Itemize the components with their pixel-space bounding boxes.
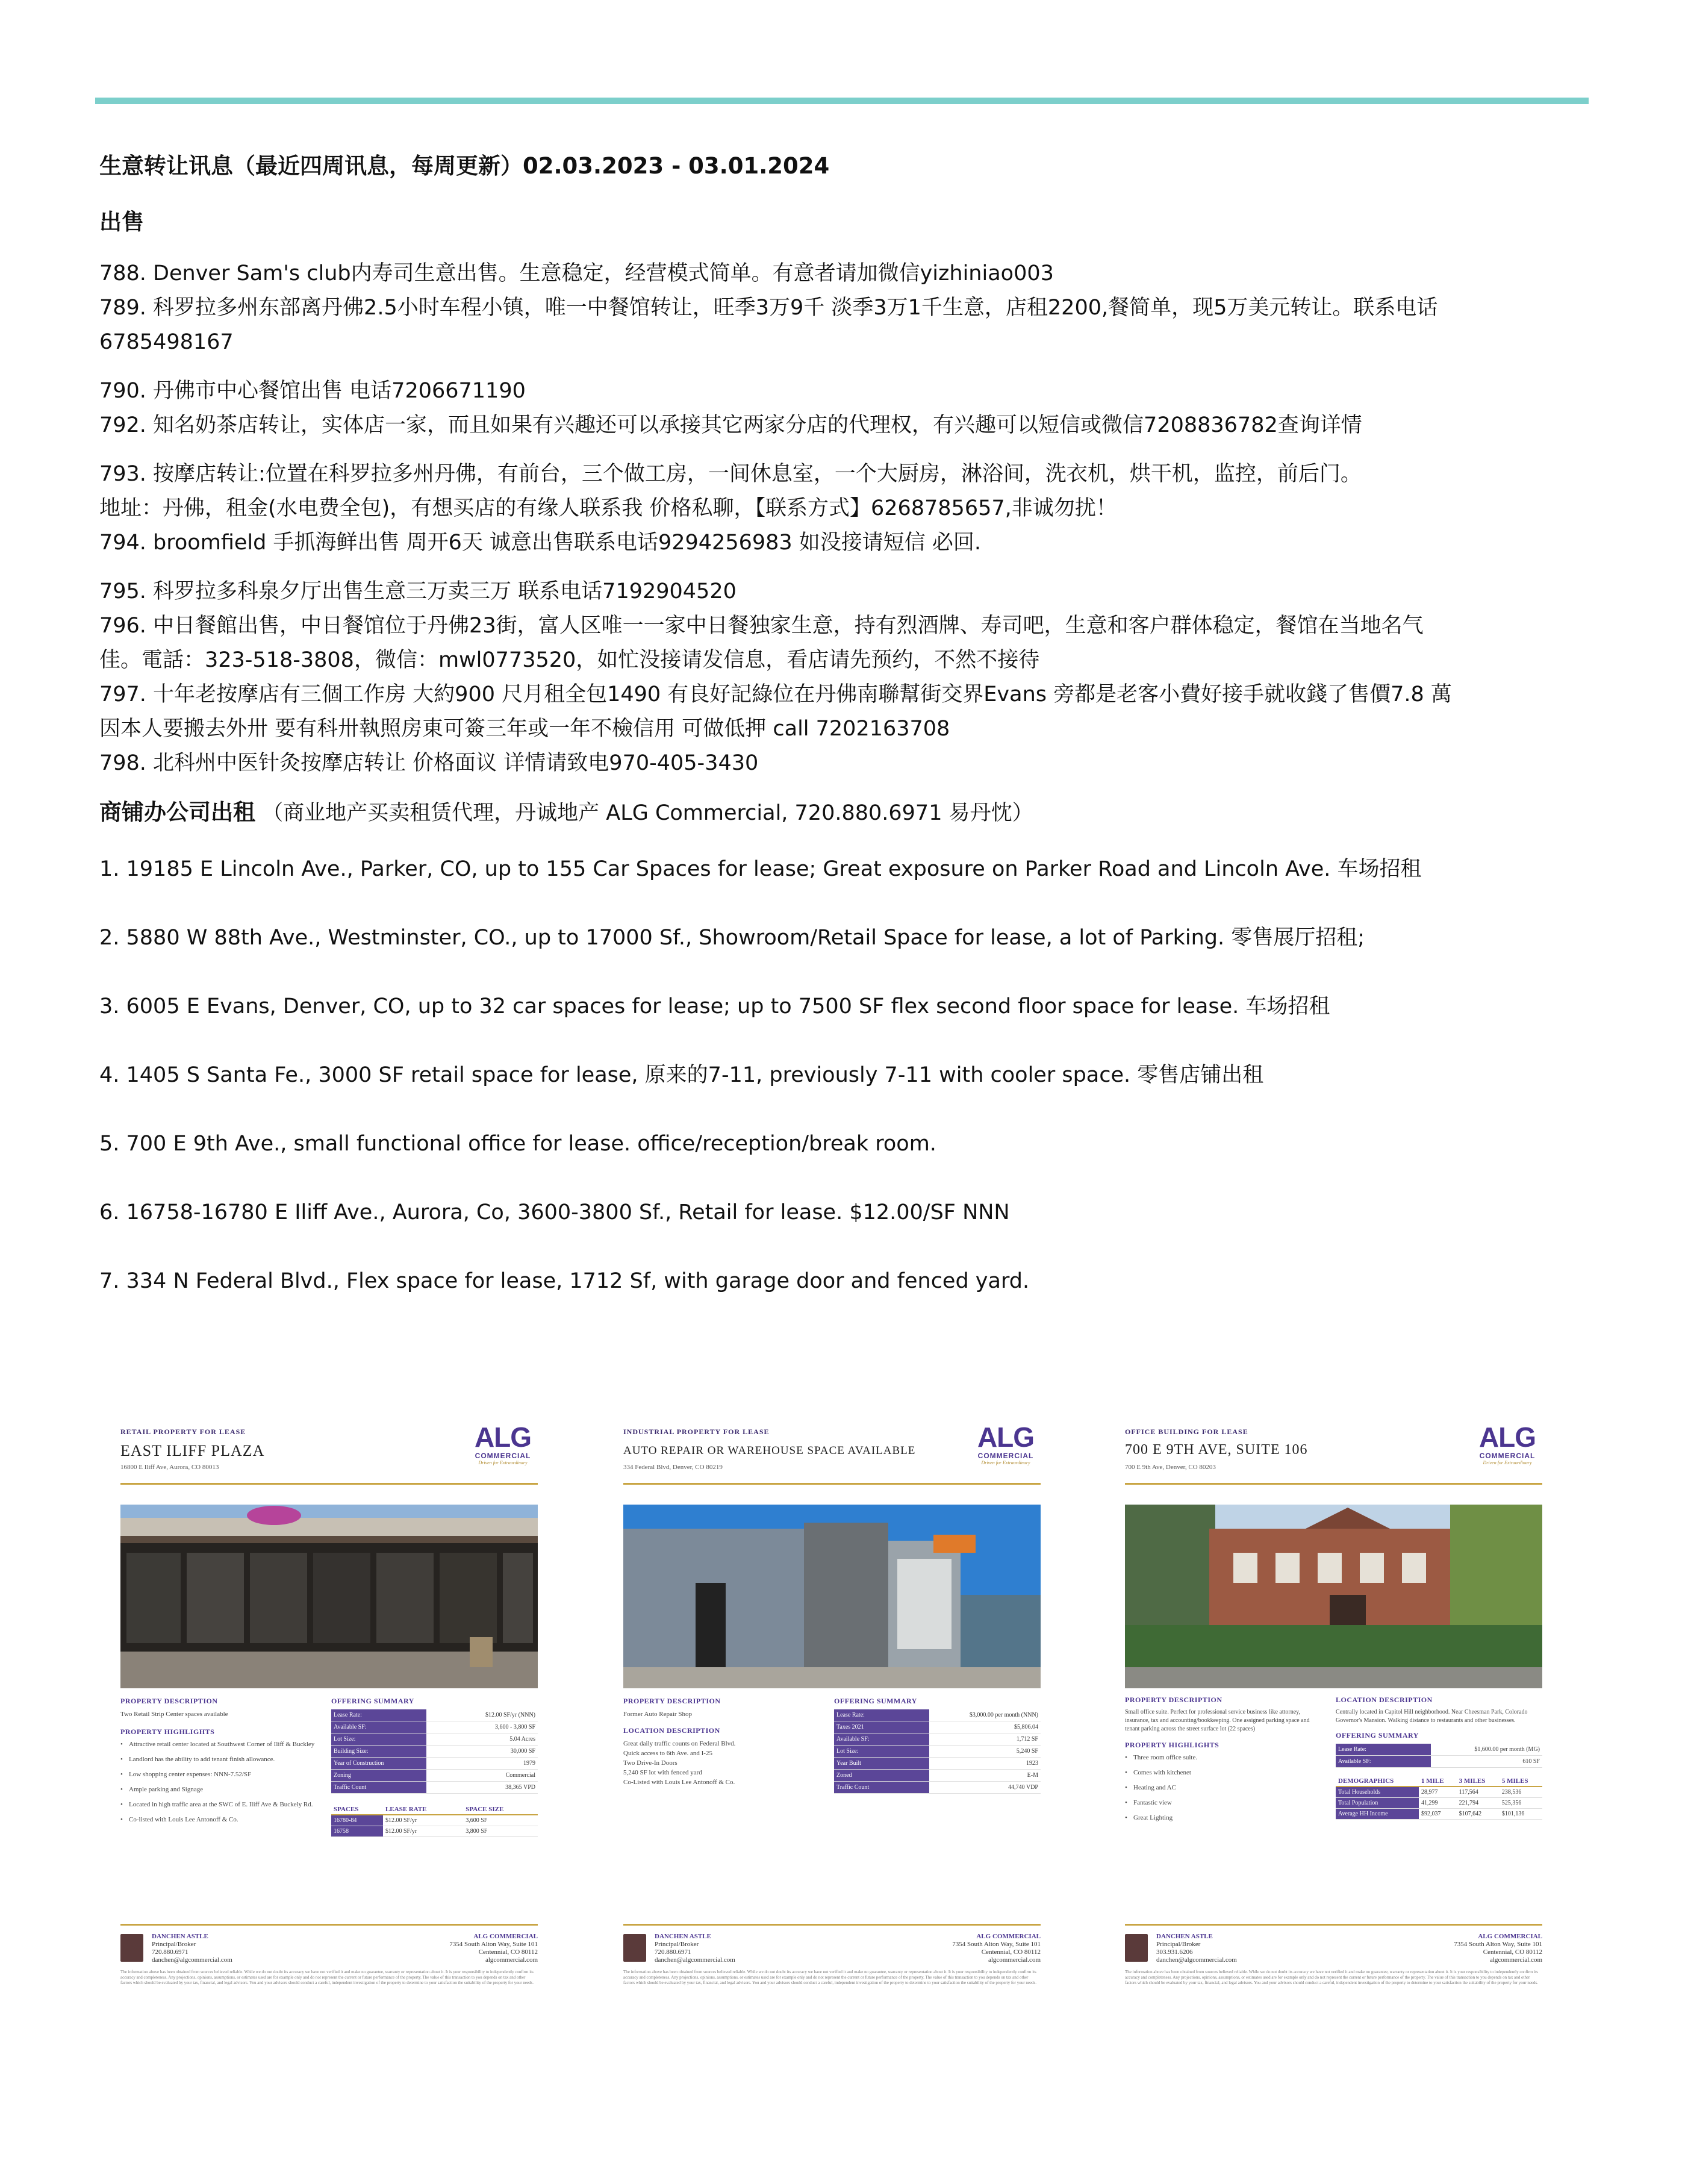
table-header: 5 MILES bbox=[1500, 1776, 1542, 1786]
agent-name: DANCHEN ASTLE bbox=[152, 1933, 208, 1940]
agent-info bbox=[152, 1933, 232, 1964]
table-cell: 1979 bbox=[426, 1758, 538, 1770]
flyer-left-column bbox=[1125, 1696, 1324, 1829]
flyer-name: 700 E 9TH AVE, SUITE 106 bbox=[1125, 1442, 1308, 1458]
warehouse-photo bbox=[623, 1505, 1041, 1688]
flyer-left-column bbox=[120, 1697, 319, 1830]
lease-heading: 商铺办公司出租 bbox=[99, 799, 255, 825]
gold-rule bbox=[1125, 1483, 1542, 1485]
avatar bbox=[120, 1934, 143, 1962]
table-cell: 1,712 SF bbox=[929, 1733, 1041, 1746]
company-info bbox=[449, 1933, 538, 1964]
lease-note: （商业地产买卖租赁代理，丹诚地产 ALG Commercial, 720.880.6971 易丹忱） bbox=[262, 800, 1033, 825]
table-cell: Lot Size: bbox=[331, 1733, 426, 1746]
table-header: SPACES bbox=[331, 1805, 383, 1815]
offering-table bbox=[834, 1709, 1041, 1794]
sale-group bbox=[99, 575, 1557, 781]
table-row bbox=[1336, 1756, 1542, 1768]
table-header: SPACE SIZE bbox=[463, 1805, 538, 1815]
disclaimer: The information above has been obtained from sources believed reliable. While we do not doubt its accuracy we have not verified it and make no guarantee, warranty or representation about it. It is your responsibility to independently confirm its accuracy and completeness. Any projections, opinions, assumptions, or estimates used are for example only and do not represent the current or future performance of the property. The value of this transaction to you depends on tax and other factors which should be evaluated by your tax, financial, and legal advisors. You and your advisors should conduct a careful, independent investigation of the property to determine to your satisfaction the suitability of the property for your needs. bbox=[1125, 1970, 1539, 1985]
highlight-item: • Great Lighting bbox=[1125, 1814, 1324, 1823]
contact-block bbox=[120, 1924, 538, 1968]
table-cell: 3,800 SF bbox=[463, 1826, 538, 1837]
sale-group bbox=[99, 457, 1557, 560]
table-cell: $3,000.00 per month (NNN) bbox=[929, 1709, 1041, 1721]
section-heading: PROPERTY HIGHLIGHTS bbox=[1125, 1741, 1219, 1749]
company-web: algcommercial.com bbox=[988, 1956, 1041, 1964]
table-row bbox=[331, 1826, 538, 1837]
table-cell: 41,299 bbox=[1419, 1798, 1457, 1809]
table-cell: 30,000 SF bbox=[426, 1746, 538, 1758]
logo-tagline: Driven for Extraordinary bbox=[478, 1460, 528, 1465]
listing-line: 796. 中日餐館出售，中日餐馆位于丹佛23街，富人区唯一一家中日餐独家生意，持有烈酒牌、寿司吧，生意和客户群体稳定，餐馆在当地名气 bbox=[99, 613, 1424, 638]
agent-info bbox=[1156, 1933, 1237, 1964]
section-heading: OFFERING SUMMARY bbox=[331, 1697, 414, 1705]
highlight-item: • Three room office suite. bbox=[1125, 1753, 1324, 1762]
flyer-address: 700 E 9th Ave, Denver, CO 80203 bbox=[1125, 1464, 1216, 1471]
agent-title: Principal/Broker bbox=[152, 1941, 196, 1948]
property-description: Small office suite. Perfect for professional service business like attorney, insurance, tax and accounting/bookkeeping. One assigned parking space and tenant parking across the street surface lot (22 spaces) bbox=[1125, 1709, 1310, 1732]
agent-phone: 303.931.6206 bbox=[1156, 1948, 1193, 1956]
flyer-type: RETAIL PROPERTY FOR LEASE bbox=[120, 1427, 246, 1436]
table-cell: Available SF: bbox=[331, 1721, 426, 1733]
gold-rule bbox=[120, 1483, 538, 1485]
table-cell: 3,600 SF bbox=[463, 1815, 538, 1826]
table-cell: $12.00 SF/yr (NNN) bbox=[426, 1709, 538, 1721]
table-row bbox=[834, 1782, 1041, 1794]
table-row bbox=[834, 1709, 1041, 1721]
table-cell: 3,600 - 3,800 SF bbox=[426, 1721, 538, 1733]
table-cell: 1923 bbox=[929, 1758, 1041, 1770]
table-cell: 117,564 bbox=[1457, 1786, 1500, 1798]
highlight-item: • Attractive retail center located at Southwest Corner of Iliff & Buckley bbox=[120, 1740, 319, 1749]
table-cell: 5,240 SF bbox=[929, 1746, 1041, 1758]
listing-line: 797. 十年老按摩店有三個工作房 大約900 尺月租全包1490 有良好記綠位在丹佛南聯幫街交界Evans 旁都是老客小費好接手就收錢了售價7.8 萬 bbox=[99, 682, 1452, 707]
contact-block bbox=[623, 1924, 1041, 1968]
lease-item: 3. 6005 E Evans, Denver, CO, up to 32 car spaces for lease; up to 7500 SF flex second floor space for lease. 车场招租 bbox=[99, 994, 1330, 1019]
table-row bbox=[1336, 1798, 1542, 1809]
table-cell: 238,536 bbox=[1500, 1786, 1542, 1798]
company-web: algcommercial.com bbox=[485, 1956, 538, 1964]
location-line: Co-Listed with Louis Lee Antonoff & Co. bbox=[623, 1779, 735, 1786]
company-address: 7354 South Alton Way, Suite 101 bbox=[449, 1941, 538, 1948]
company-address: 7354 South Alton Way, Suite 101 bbox=[952, 1941, 1041, 1948]
agent-title: Principal/Broker bbox=[1156, 1941, 1201, 1948]
document-body bbox=[99, 151, 1557, 1333]
flyer-right-column bbox=[834, 1697, 1041, 1794]
table-cell: Lease Rate: bbox=[834, 1709, 929, 1721]
highlight-item: • Located in high traffic area at the SWC of E. Iliff Ave & Buckely Rd. bbox=[120, 1800, 319, 1809]
table-row bbox=[331, 1782, 538, 1794]
offering-table bbox=[331, 1709, 538, 1794]
table-cell: Year of Construction bbox=[331, 1758, 426, 1770]
flyer-address: 334 Federal Blvd, Denver, CO 80219 bbox=[623, 1464, 723, 1471]
flyer-name: EAST ILIFF PLAZA bbox=[120, 1442, 265, 1459]
table-row bbox=[331, 1709, 538, 1721]
property-description: Two Retail Strip Center spaces available bbox=[120, 1711, 228, 1718]
flyer-left-column bbox=[623, 1697, 822, 1787]
table-cell: Traffic Count bbox=[331, 1782, 426, 1794]
table-header: 3 MILES bbox=[1457, 1776, 1500, 1786]
section-heading: PROPERTY DESCRIPTION bbox=[1125, 1696, 1222, 1704]
table-row bbox=[331, 1805, 538, 1815]
location-line: Two Drive-In Doors bbox=[623, 1759, 677, 1767]
table-row bbox=[331, 1733, 538, 1746]
highlight-item: • Heating and AC bbox=[1125, 1783, 1324, 1792]
flyer-right-column bbox=[1336, 1696, 1542, 1820]
listing-line: 798. 北科州中医针灸按摩店转让 价格面议 详情请致电970-405-3430 bbox=[99, 750, 759, 775]
gold-rule bbox=[623, 1483, 1041, 1485]
flyer-name: AUTO REPAIR OR WAREHOUSE SPACE AVAILABLE bbox=[623, 1444, 916, 1457]
flyer-right-column bbox=[331, 1697, 538, 1837]
section-heading: LOCATION DESCRIPTION bbox=[1336, 1696, 1433, 1704]
section-heading: OFFERING SUMMARY bbox=[1336, 1731, 1419, 1739]
location-line: 5,240 SF lot with fenced yard bbox=[623, 1769, 702, 1776]
lease-item: 4. 1405 S Santa Fe., 3000 SF retail space for lease, 原来的7-11, previously 7-11 with cooler space. 零售店铺出租 bbox=[99, 1062, 1264, 1087]
flyer-east-iliff-plaza bbox=[120, 1423, 538, 2001]
highlight-item: • Landlord has the ability to add tenant finish allowance. bbox=[120, 1755, 319, 1764]
company-city: Centennial, CO 80112 bbox=[1483, 1948, 1542, 1956]
table-cell: Commercial bbox=[426, 1770, 538, 1782]
agent-title: Principal/Broker bbox=[655, 1941, 699, 1948]
section-heading: OFFERING SUMMARY bbox=[834, 1697, 917, 1705]
property-description: Former Auto Repair Shop bbox=[623, 1711, 692, 1718]
flyer-address: 16800 E Iliff Ave, Aurora, CO 80013 bbox=[120, 1464, 219, 1471]
agent-name: DANCHEN ASTLE bbox=[1156, 1933, 1213, 1940]
table-cell: Total Population bbox=[1336, 1798, 1419, 1809]
table-header: LEASE RATE bbox=[383, 1805, 463, 1815]
table-cell: 16780-84 bbox=[331, 1815, 383, 1826]
disclaimer: The information above has been obtained from sources believed reliable. While we do not doubt its accuracy we have not verified it and make no guarantee, warranty or representation about it. It is your responsibility to independently confirm its accuracy and completeness. Any projections, opinions, assumptions, or estimates used are for example only and do not represent the current or future performance of the property. The value of this transaction to you depends on tax and other factors which should be evaluated by your tax, financial, and legal advisors. You and your advisors should conduct a careful, independent investigation of the property to determine to your satisfaction the suitability of the property for your needs. bbox=[623, 1970, 1037, 1985]
flyer-700-e-9th bbox=[1125, 1423, 1542, 2001]
company-name: ALG COMMERCIAL bbox=[1478, 1933, 1542, 1940]
table-cell: 5.04 Acres bbox=[426, 1733, 538, 1746]
table-row bbox=[331, 1746, 538, 1758]
table-cell: 38,365 VPD bbox=[426, 1782, 538, 1794]
avatar bbox=[623, 1934, 646, 1962]
agent-email: danchen@algcommercial.com bbox=[152, 1956, 232, 1964]
flyer-type: OFFICE BUILDING FOR LEASE bbox=[1125, 1427, 1248, 1436]
table-row bbox=[1336, 1744, 1542, 1756]
table-row bbox=[331, 1721, 538, 1733]
sale-group bbox=[99, 374, 1557, 443]
agent-info bbox=[655, 1933, 735, 1964]
company-city: Centennial, CO 80112 bbox=[478, 1948, 538, 1956]
lease-heading-row bbox=[99, 795, 1557, 831]
listing-line: 地址：丹佛，租金(水电费全包)，有想买店的有缘人联系我 价格私聊，【联系方式】6268785657,非诚勿扰！ bbox=[99, 496, 1117, 520]
company-city: Centennial, CO 80112 bbox=[981, 1948, 1041, 1956]
table-cell: Lease Rate: bbox=[1336, 1744, 1431, 1756]
alg-logo bbox=[473, 1423, 533, 1465]
table-cell: Average HH Income bbox=[1336, 1809, 1419, 1820]
avatar bbox=[1125, 1934, 1148, 1962]
table-row bbox=[1336, 1786, 1542, 1798]
logo-big: ALG bbox=[977, 1421, 1035, 1453]
logo-small: COMMERCIAL bbox=[475, 1452, 531, 1460]
logo-tagline: Driven for Extraordinary bbox=[981, 1460, 1030, 1465]
agent-phone: 720.880.6971 bbox=[152, 1948, 188, 1956]
table-row bbox=[1336, 1809, 1542, 1820]
location-line: Great daily traffic counts on Federal Blvd. bbox=[623, 1740, 736, 1747]
lease-item: 5. 700 E 9th Ave., small functional office for lease. office/reception/break room. bbox=[99, 1131, 936, 1156]
table-cell: 28,977 bbox=[1419, 1786, 1457, 1798]
table-cell: Year Built bbox=[834, 1758, 929, 1770]
agent-email: danchen@algcommercial.com bbox=[1156, 1956, 1237, 1964]
table-cell: Zoning bbox=[331, 1770, 426, 1782]
table-cell: E-M bbox=[929, 1770, 1041, 1782]
storefront-photo bbox=[120, 1505, 538, 1688]
location-description: Centrally located in Capitol Hill neighborhood. Near Cheesman Park, Colorado Governor's Mansion. Walking distance to restaurants and other businesses. bbox=[1336, 1709, 1528, 1724]
contact-block bbox=[1125, 1924, 1542, 1968]
section-heading: LOCATION DESCRIPTION bbox=[623, 1726, 720, 1735]
disclaimer: The information above has been obtained from sources believed reliable. While we do not doubt its accuracy we have not verified it and make no guarantee, warranty or representation about it. It is your responsibility to independently confirm its accuracy and completeness. Any projections, opinions, assumptions, or estimates used are for example only and do not represent the current or future performance of the property. The value of this transaction to you depends on tax and other factors which should be evaluated by your tax, financial, and legal advisors. You and your advisors should conduct a careful, independent investigation of the property to determine to your satisfaction the suitability of the property for your needs. bbox=[120, 1970, 534, 1985]
table-cell: Total Households bbox=[1336, 1786, 1419, 1798]
listing-line: 794. broomfield 手抓海鲜出售 周开6天 诚意出售联系电话9294256983 如没接请短信 必回. bbox=[99, 530, 982, 555]
table-row bbox=[834, 1721, 1041, 1733]
listing-line: 佳。電話：323-518-3808，微信：mwl0773520，如忙没接请发信息，看店请先预约，不然不接待 bbox=[99, 647, 1040, 672]
highlight-item: • Fantastic view bbox=[1125, 1799, 1324, 1808]
table-row bbox=[331, 1758, 538, 1770]
spaces-table bbox=[331, 1805, 538, 1837]
highlight-item: • Comes with kitchenet bbox=[1125, 1768, 1324, 1777]
table-cell: Taxes 2021 bbox=[834, 1721, 929, 1733]
table-cell: Lot Size: bbox=[834, 1746, 929, 1758]
table-cell: Available SF: bbox=[834, 1733, 929, 1746]
table-header: DEMOGRAPHICS bbox=[1336, 1776, 1419, 1786]
table-row bbox=[834, 1770, 1041, 1782]
table-header: 1 MILE bbox=[1419, 1776, 1457, 1786]
alg-logo bbox=[1477, 1423, 1537, 1465]
table-cell: 221,794 bbox=[1457, 1798, 1500, 1809]
table-cell: $101,136 bbox=[1500, 1809, 1542, 1820]
listing-line: 792. 知名奶茶店转让，实体店一家，而且如果有兴趣还可以承接其它两家分店的代理权，有兴趣可以短信或微信7208836782查询详情 bbox=[99, 413, 1362, 437]
flyer-auto-repair bbox=[623, 1423, 1041, 2001]
highlight-item: • Low shopping center expenses: NNN-7.52/SF bbox=[120, 1770, 319, 1779]
listing-line: 790. 丹佛市中心餐馆出售 电话7206671190 bbox=[99, 378, 526, 403]
table-row bbox=[834, 1733, 1041, 1746]
table-row bbox=[834, 1746, 1041, 1758]
company-address: 7354 South Alton Way, Suite 101 bbox=[1454, 1941, 1542, 1948]
logo-big: ALG bbox=[1478, 1421, 1536, 1453]
flyer-type: INDUSTRIAL PROPERTY FOR LEASE bbox=[623, 1427, 770, 1436]
table-cell: 525,356 bbox=[1500, 1798, 1542, 1809]
company-info bbox=[1454, 1933, 1542, 1964]
agent-name: DANCHEN ASTLE bbox=[655, 1933, 711, 1940]
company-name: ALG COMMERCIAL bbox=[976, 1933, 1041, 1940]
top-accent-bar bbox=[95, 98, 1589, 104]
sale-group bbox=[99, 257, 1557, 360]
listing-line: 795. 科罗拉多科泉夕厅出售生意三万卖三万 联系电话7192904520 bbox=[99, 579, 737, 604]
listing-line: 788. Denver Sam's club内寿司生意出售。生意稳定，经营模式简单。有意者请加微信yizhiniao003 bbox=[99, 261, 1054, 285]
listing-line: 6785498167 bbox=[99, 329, 234, 354]
offering-table bbox=[1336, 1744, 1542, 1768]
logo-small: COMMERCIAL bbox=[977, 1452, 1034, 1460]
table-cell: $12.00 SF/yr bbox=[383, 1826, 463, 1837]
company-info bbox=[952, 1933, 1041, 1964]
listing-line: 因本人要搬去外卅 要有科卅執照房東可簽三年或一年不檢信用 可做低押 call 7202163708 bbox=[99, 716, 950, 741]
table-cell: $92,037 bbox=[1419, 1809, 1457, 1820]
table-cell: $5,806.04 bbox=[929, 1721, 1041, 1733]
table-cell: $12.00 SF/yr bbox=[383, 1815, 463, 1826]
table-row bbox=[331, 1770, 538, 1782]
company-name: ALG COMMERCIAL bbox=[473, 1933, 538, 1940]
section-heading: PROPERTY HIGHLIGHTS bbox=[120, 1727, 215, 1736]
table-cell: Zoned bbox=[834, 1770, 929, 1782]
demographics-table bbox=[1336, 1776, 1542, 1820]
table-cell: Lease Rate: bbox=[331, 1709, 426, 1721]
table-cell: 44,740 VDP bbox=[929, 1782, 1041, 1794]
table-row bbox=[834, 1758, 1041, 1770]
listing-line: 793. 按摩店转让:位置在科罗拉多州丹佛，有前台，三个做工房，一间休息室，一个大厨房，淋浴间，洗衣机，烘干机，监控，前后门。 bbox=[99, 461, 1362, 486]
table-cell: $1,600.00 per month (MG) bbox=[1431, 1744, 1542, 1756]
listing-line: 789. 科罗拉多州东部离丹佛2.5小时车程小镇，唯一中餐馆转让，旺季3万9千 淡季3万1千生意，店租2200,餐简单，现5万美元转让。联系电话 bbox=[99, 295, 1438, 320]
agent-email: danchen@algcommercial.com bbox=[655, 1956, 735, 1964]
agent-phone: 720.880.6971 bbox=[655, 1948, 691, 1956]
lease-item: 7. 334 N Federal Blvd., Flex space for lease, 1712 Sf, with garage door and fenced yard. bbox=[99, 1268, 1030, 1293]
highlight-item: • Ample parking and Signage bbox=[120, 1785, 319, 1794]
highlight-item: • Co-listed with Louis Lee Antonoff & Co. bbox=[120, 1815, 319, 1824]
lease-item: 1. 19185 E Lincoln Ave., Parker, CO, up to 155 Car Spaces for lease; Great exposure on Parker Road and Lincoln Ave. 车场招租 bbox=[99, 856, 1422, 881]
section-heading: PROPERTY DESCRIPTION bbox=[120, 1697, 218, 1705]
table-cell: 610 SF bbox=[1431, 1756, 1542, 1768]
sale-heading: 出售 bbox=[99, 208, 144, 235]
table-cell: 16758 bbox=[331, 1826, 383, 1837]
section-heading: PROPERTY DESCRIPTION bbox=[623, 1697, 721, 1705]
table-cell: $107,642 bbox=[1457, 1809, 1500, 1820]
logo-small: COMMERCIAL bbox=[1479, 1452, 1536, 1460]
page-title: 生意转让讯息（最近四周讯息，每周更新）02.03.2023 - 03.01.2024 bbox=[99, 153, 830, 179]
table-row bbox=[331, 1815, 538, 1826]
table-cell: Building Size: bbox=[331, 1746, 426, 1758]
location-line: Quick access to 6th Ave. and I-25 bbox=[623, 1750, 712, 1757]
alg-logo bbox=[976, 1423, 1036, 1465]
table-row bbox=[1336, 1776, 1542, 1786]
company-web: algcommercial.com bbox=[1489, 1956, 1542, 1964]
logo-tagline: Driven for Extraordinary bbox=[1483, 1460, 1532, 1465]
office-building-photo bbox=[1125, 1505, 1542, 1688]
logo-big: ALG bbox=[474, 1421, 532, 1453]
lease-item: 2. 5880 W 88th Ave., Westminster, CO., up to 17000 Sf., Showroom/Retail Space for lease, a lot of Parking. 零售展厅招租; bbox=[99, 925, 1365, 950]
lease-item: 6. 16758-16780 E Iliff Ave., Aurora, Co, 3600-3800 Sf., Retail for lease. $12.00/SF NNN bbox=[99, 1200, 1010, 1225]
table-cell: Traffic Count bbox=[834, 1782, 929, 1794]
table-cell: Available SF: bbox=[1336, 1756, 1431, 1768]
